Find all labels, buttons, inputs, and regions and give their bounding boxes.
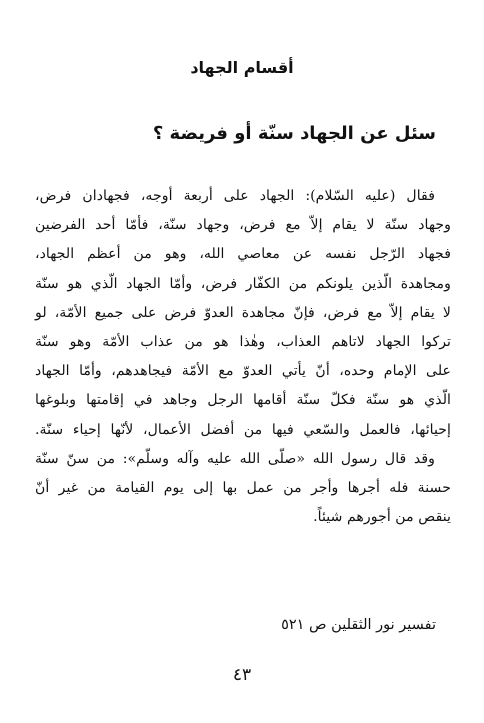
body-line: ومجاهدة الّذين يلونكم من الكفّار فرض، وأمّا الجهاد الّذي هو سنّة [35, 275, 451, 292]
chapter-header: أقسام الجهاد [190, 58, 294, 77]
body-paragraph [35, 182, 451, 532]
body-line: ينقص من أجورهم شيئاً. [313, 509, 451, 526]
body-line: تركوا الجهاد لاتاهم العذاب، وهٰذا هو من عذاب الأمّة وهو سنّة [35, 333, 451, 350]
body-line: لا يقام إلاّ مع فرض، فإنّ مجاهدة العدوّ فرض على جميع الأمّة، لو [35, 304, 451, 321]
body-line: الّذي هو سنّة فكلّ سنّة أقامها الرجل وجاهد في إقامتها وبلوغها [35, 392, 451, 409]
body-line: فقال (عليه السّلام): الجهاد على أربعة أوجه، فجهادان فرض، [35, 188, 435, 204]
body-line: إحيائها، فالعمل والسّعي فيها من أفضل الأعمال، لأنّها إحياء سنّة. [35, 421, 451, 438]
body-line: وقد قال رسول الله «صلّى الله عليه وآله وسلّم»: من سنّ سنّة [35, 450, 435, 467]
body-line: فجهاد الرّجل نفسه عن معاصي الله، وهو من أعظم الجهاد، [35, 246, 451, 263]
body-line: وجهاد سنّة لا يقام إلاّ مع فرض، وجهاد سنّة، فأمّا أحد الفرضين [35, 217, 451, 234]
source-citation: تفسير نور الثقلين ص ٥٢١ [281, 617, 436, 633]
question-heading: سئل عن الجهاد سنّة أو فريضة ؟ [152, 123, 436, 144]
page-number: ٤٣ [232, 665, 252, 685]
body-line: على الإمام وحده، أنّ يأتي العدوّ مع الأمّة فيجاهدهم، وأمّا الجهاد [35, 363, 451, 380]
body-line: حسنة فله أجرها وأجر من عمل بها إلى يوم القيامة من غير أنّ [35, 479, 451, 496]
